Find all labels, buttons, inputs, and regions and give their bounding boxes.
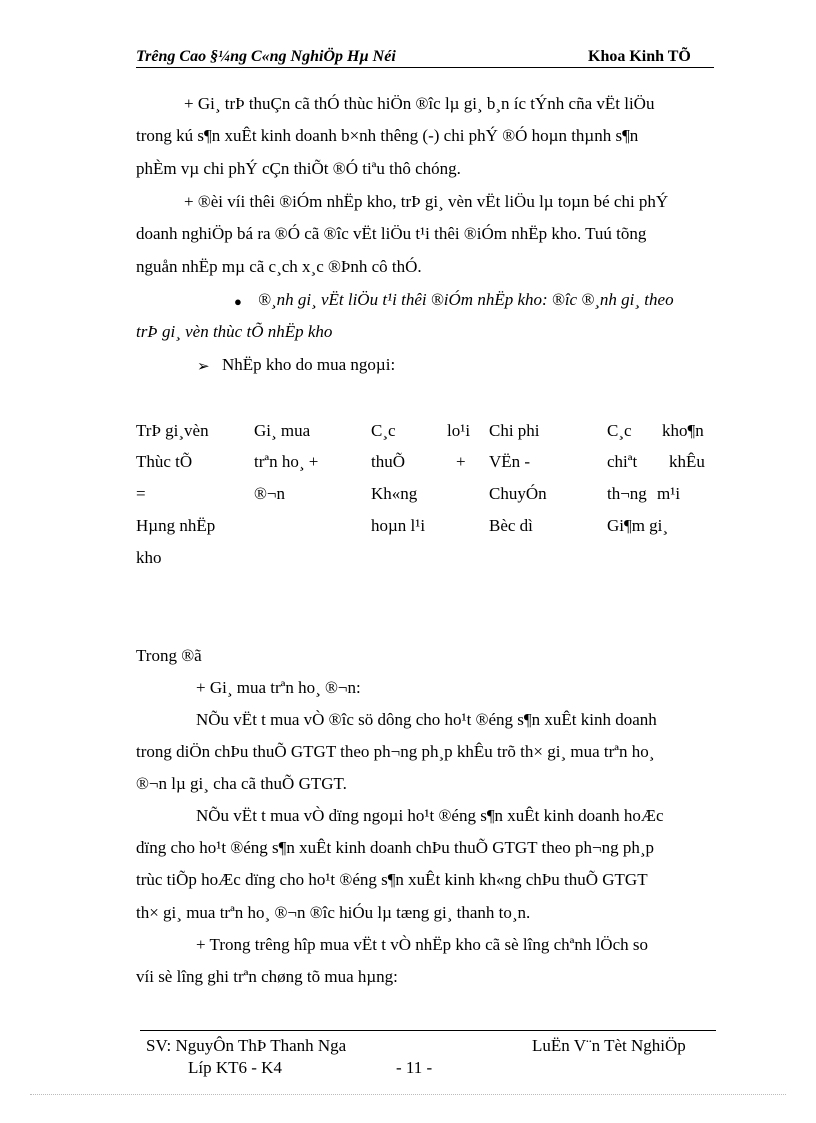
formula-col2-row3: ®¬n: [254, 484, 286, 503]
formula-col2-row2: trªn ho¸ +: [254, 452, 319, 471]
paragraph-1-line-2: trong kú s¶n xuÊt kinh doanh b×nh thêng (-) chi phÝ ®Ó hoµn thµnh s¶n: [136, 126, 639, 145]
formula-col1-row5: kho: [136, 548, 162, 567]
formula-col3-row2: thuÕ: [371, 452, 405, 471]
formula-col3-row4: hoµn l¹i: [371, 516, 426, 535]
paragraph-5-line-1: + Trong trêng hîp mua vËt t vÒ nhËp kho cã sè lîng chªnh lÖch so: [196, 935, 648, 954]
footer-page-number: - 11 -: [396, 1058, 433, 1077]
arrow-item-text: NhËp kho do mua ngoµi:: [222, 355, 396, 374]
formula-col5-khoan: kho¶n: [662, 421, 704, 440]
formula-col3-loai: lo¹i: [447, 421, 471, 440]
paragraph-3-line-3: ®¬n lµ gi¸ cha cã thuÕ GTGT.: [136, 774, 347, 793]
paragraph-3-line-1: NÕu vËt t mua vÒ ®îc sö dông cho ho¹t ®éng s¶n xuÊt kinh doanh: [196, 710, 657, 729]
header-rule: [136, 67, 714, 68]
formula-col1-row3: =: [136, 484, 146, 503]
formula-col2-row1: Gi¸ mua: [254, 421, 311, 440]
paragraph-4-line-4: th× gi¸ mua trªn ho¸ ®¬n ®îc hiÓu lµ tæng gi¸ thanh to¸n.: [136, 903, 531, 922]
footer-student-name: SV: NguyÔn ThÞ Thanh Nga: [146, 1036, 347, 1055]
formula-col4-row1: Chi phi: [489, 421, 540, 440]
formula-col5-row2: chiªt: [607, 452, 638, 471]
formula-col1-row1: TrÞ gi¸vèn: [136, 421, 209, 440]
paragraph-1-line-3: phÈm vµ chi phÝ cÇn thiÕt ®Ó tiªu thô chóng.: [136, 159, 461, 178]
formula-col3-plus: +: [456, 452, 466, 471]
formula-col5-row3: th¬ng: [607, 484, 647, 503]
subsection-purchase-price: + Gi¸ mua trªn ho¸ ®¬n:: [196, 678, 361, 697]
paragraph-1-line-1: + Gi¸ trÞ thuÇn cã thÓ thùc hiÖn ®îc lµ gi¸ b¸n íc tÝnh cña vËt liÖu: [184, 94, 655, 113]
header-faculty-name: Khoa Kinh TÕ: [588, 48, 691, 65]
paragraph-4-line-2: dïng cho ho¹t ®éng s¶n xuÊt kinh doanh chÞu thuÕ GTGT theo ph¬ng ph¸p: [136, 838, 655, 857]
formula-col5-mai: m¹i: [657, 484, 681, 503]
formula-col5-row4: Gi¶m gi¸: [607, 516, 669, 535]
paragraph-3-line-2: trong diÖn chÞu thuÕ GTGT theo ph¬ng ph¸p khÊu trõ th× gi¸ mua trªn ho¸: [136, 742, 655, 761]
formula-col5-row1: C¸c: [607, 421, 632, 440]
bullet-dot-icon: ●: [234, 294, 242, 309]
footer-rule: [140, 1030, 716, 1031]
paragraph-2-line-1: + ®èi víi thêi ®iÓm nhËp kho, trÞ gi¸ vèn vËt liÖu lµ toµn bé chi phÝ: [184, 192, 669, 211]
paragraph-2-line-3: nguån nhËp mµ cã c¸ch x¸c ®Þnh cô thÓ.: [136, 257, 422, 276]
page-bottom-dotted-border: [30, 1094, 786, 1095]
trong-do-label: Trong ®ã: [136, 646, 202, 665]
paragraph-4-line-3: trùc tiÕp hoÆc dïng cho ho¹t ®éng s¶n xuÊt kinh kh«ng chÞu thuÕ GTGT: [136, 870, 648, 889]
formula-col1-row2: Thùc tÕ: [136, 452, 193, 471]
paragraph-5-line-2: víi sè lîng ghi trªn chøng tõ mua hµng:: [136, 967, 398, 986]
formula-col4-row2: VËn -: [489, 452, 531, 471]
formula-col4-row3: ChuyÓn: [489, 484, 547, 503]
paragraph-2-line-2: doanh nghiÖp bá ra ®Ó cã ®îc vËt liÖu t¹i thêi ®iÓm nhËp kho. Tuú tõng: [136, 224, 647, 243]
footer-thesis-label: LuËn V¨n Tèt NghiÖp: [532, 1036, 686, 1055]
formula-col3-row3: Kh«ng: [371, 484, 418, 503]
bullet-item-line-1: ®¸nh gi¸ vËt liÖu t¹i thêi ®iÓm nhËp kho: ®îc ®¸nh gi¸ theo: [258, 290, 674, 309]
formula-col3-row1: C¸c: [371, 421, 396, 440]
formula-col4-row4: Bèc dì: [489, 516, 533, 535]
paragraph-4-line-1: NÕu vËt t mua vÒ dïng ngoµi ho¹t ®éng s¶n xuÊt kinh doanh hoÆc: [196, 806, 664, 825]
arrow-bullet-icon: ➢: [197, 359, 210, 375]
formula-col1-row4: Hµng nhËp: [136, 516, 216, 535]
footer-class-label: Líp KT6 - K4: [188, 1058, 282, 1077]
header-school-name: Trêng Cao §¼ng C«ng NghiÖp Hµ Néi: [136, 48, 396, 65]
formula-col5-khau: khÊu: [669, 452, 705, 471]
bullet-item-line-2: trÞ gi¸ vèn thùc tÕ nhËp kho: [136, 322, 333, 341]
